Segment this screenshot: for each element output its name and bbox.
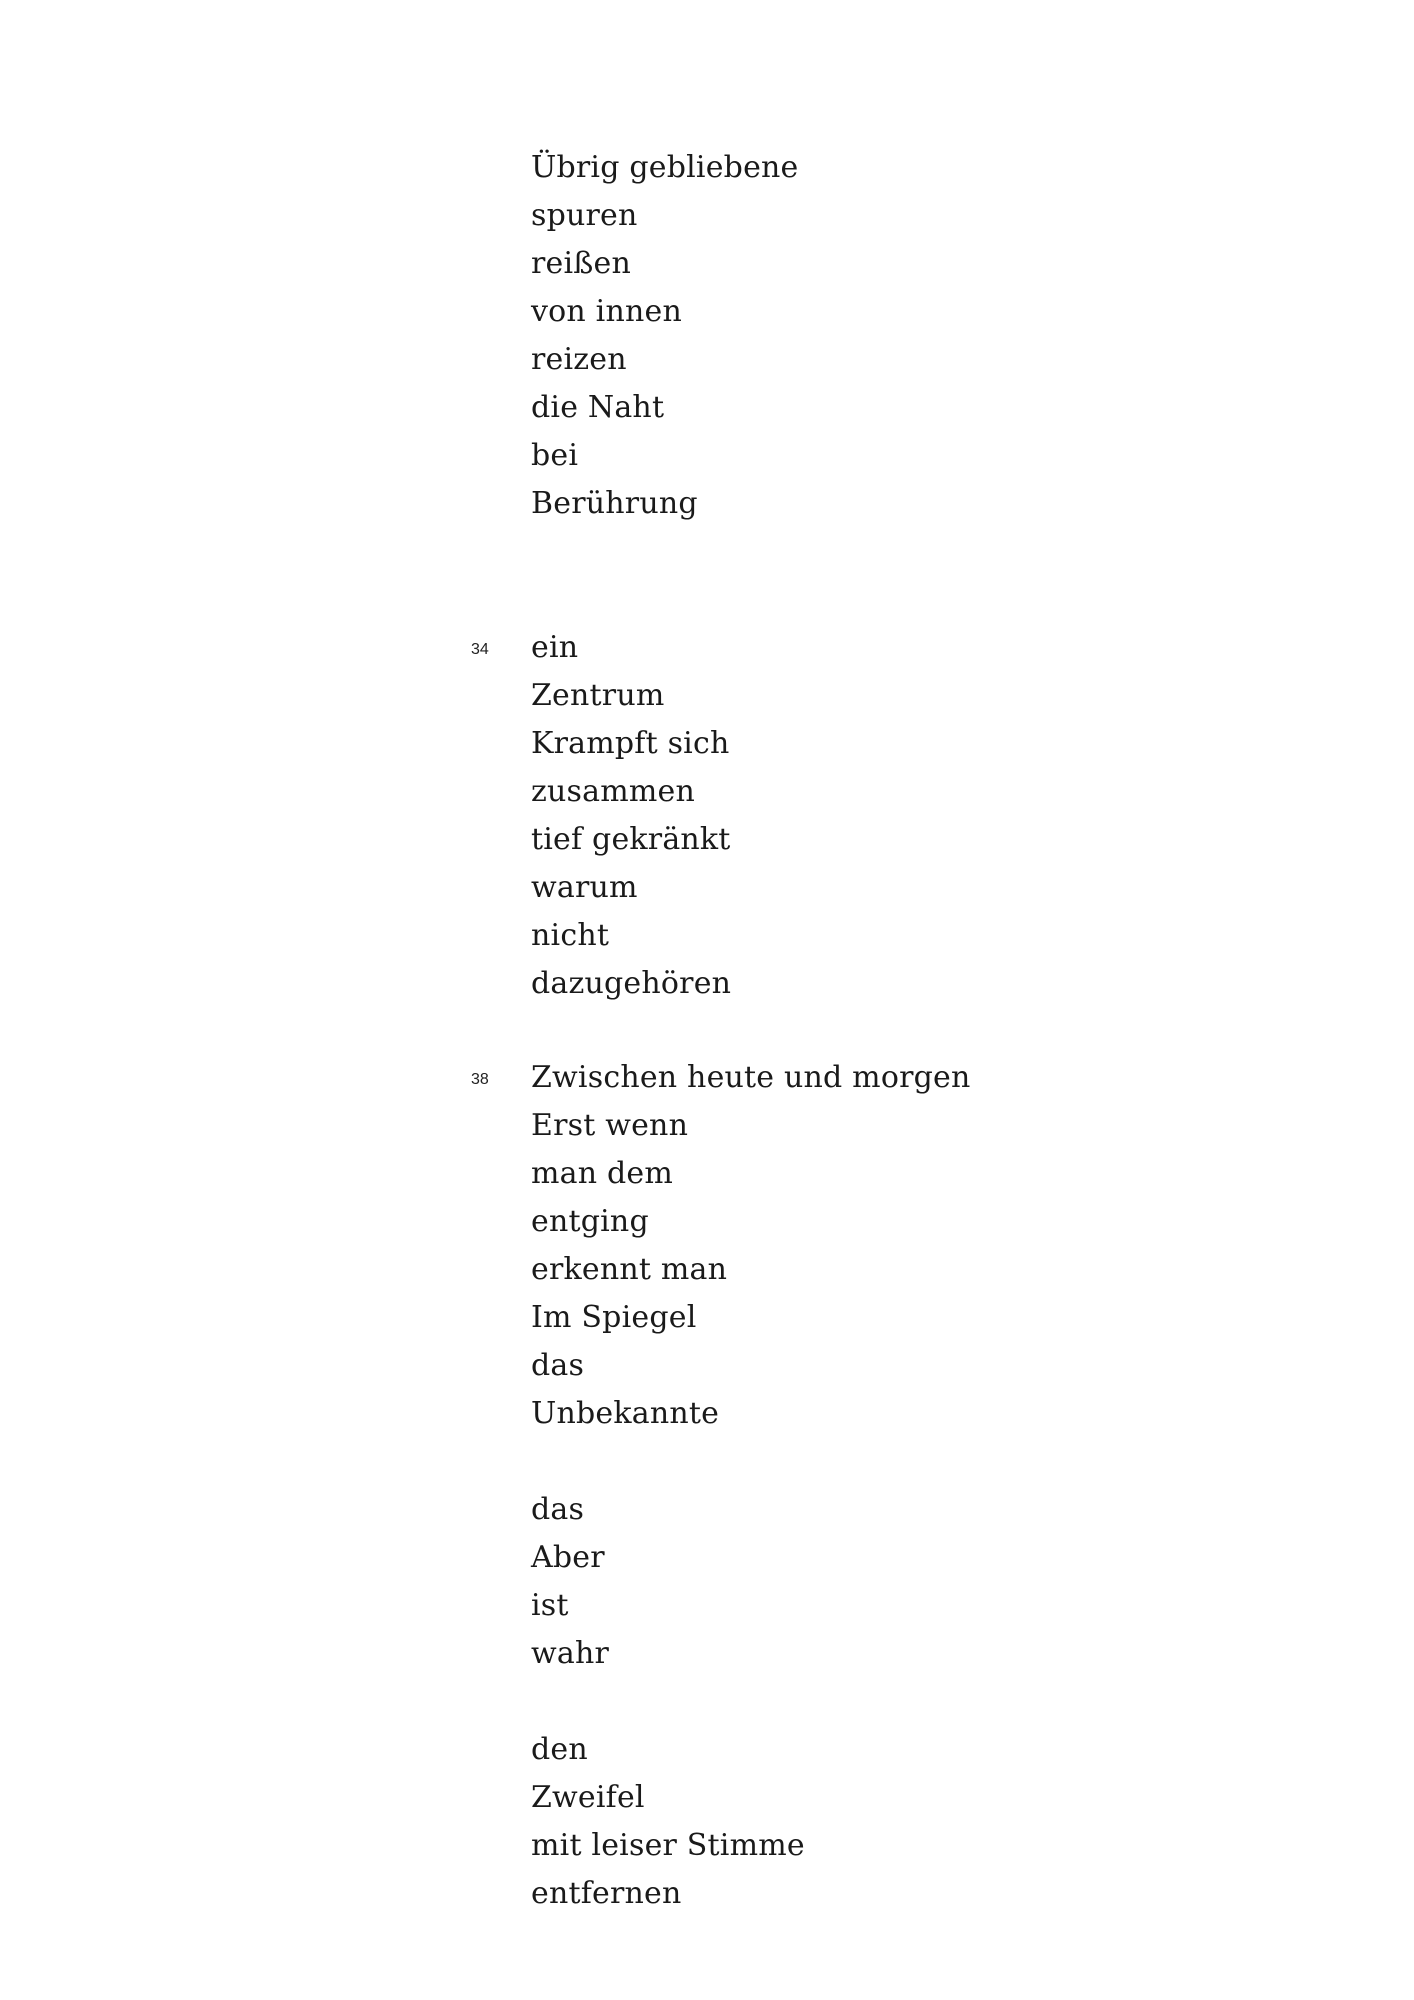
poem-line: erkennt man bbox=[531, 1252, 728, 1287]
poem-line: den bbox=[531, 1732, 588, 1767]
poem-line: Erst wenn bbox=[531, 1108, 689, 1143]
poem-line: nicht bbox=[531, 918, 610, 953]
poem-line: Unbekannte bbox=[531, 1396, 720, 1431]
poem-line: dazugehören bbox=[531, 966, 732, 1001]
poem-line: Zwischen heute und morgen bbox=[531, 1060, 971, 1095]
poem-line: das bbox=[531, 1348, 585, 1383]
poem-line: Aber bbox=[531, 1540, 605, 1575]
poem-line: Zentrum bbox=[531, 678, 665, 713]
poem-line: bei bbox=[531, 438, 579, 473]
poem-line: von innen bbox=[531, 294, 682, 329]
poem-line: entging bbox=[531, 1204, 649, 1239]
poem-line: das bbox=[531, 1492, 585, 1527]
poem-line: reißen bbox=[531, 246, 632, 281]
poem-line: entfernen bbox=[531, 1876, 682, 1911]
poem-line: tief gekränkt bbox=[531, 822, 731, 857]
poem-line: warum bbox=[531, 870, 638, 905]
poem-line: Übrig gebliebene bbox=[531, 150, 799, 185]
poem-line: Berührung bbox=[531, 486, 698, 521]
line-number: 34 bbox=[471, 641, 489, 658]
poem-line: Krampft sich bbox=[531, 726, 730, 761]
poem-line: zusammen bbox=[531, 774, 695, 809]
poem-line: spuren bbox=[531, 198, 638, 233]
poem-line: ein bbox=[531, 630, 579, 665]
poem-line: Im Spiegel bbox=[531, 1300, 697, 1335]
poem-line: die Naht bbox=[531, 390, 665, 425]
poem-line: man dem bbox=[531, 1156, 673, 1191]
poem-line: mit leiser Stimme bbox=[531, 1828, 805, 1863]
poem-line: Zweifel bbox=[531, 1780, 645, 1815]
poem-line: wahr bbox=[531, 1636, 610, 1671]
poem-line: ist bbox=[531, 1588, 569, 1623]
poem-line: reizen bbox=[531, 342, 627, 377]
line-number: 38 bbox=[471, 1071, 489, 1088]
